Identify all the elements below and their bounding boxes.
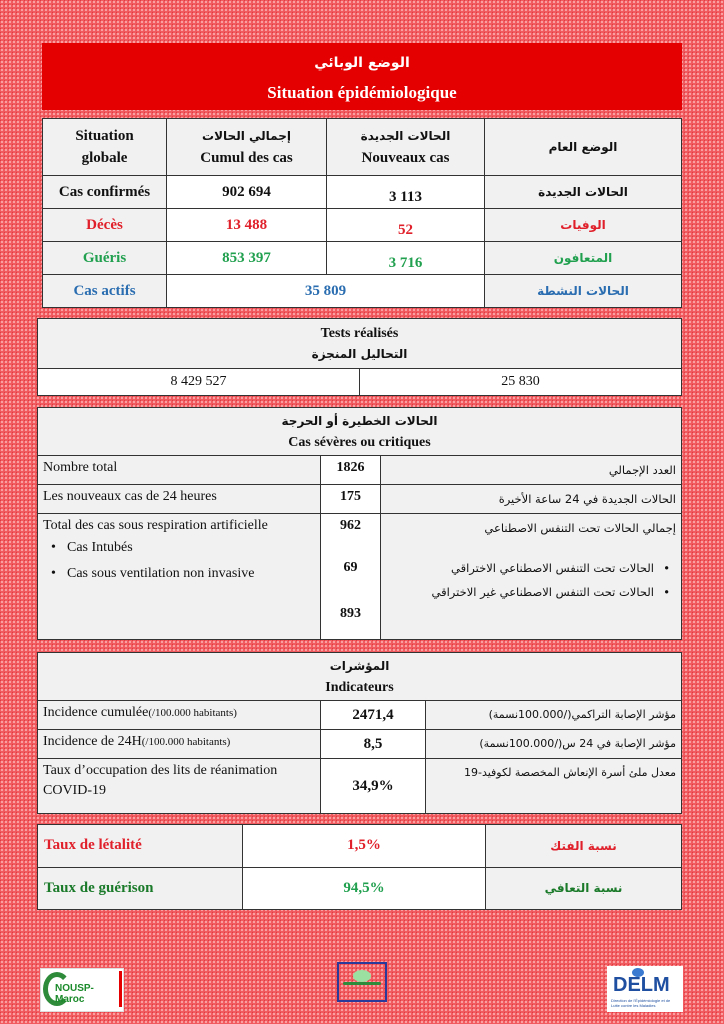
table-row: Nombre total 1826 العدد الإجمالي xyxy=(38,456,682,485)
table-row-respiration: Total des cas sous respiration artificielle • Cas Intubés • Cas sous ventilation non invasive 962 69 893 إجمالي الحالات تحت التنفس الاصطناعي • الحالات تحت التنفس الاصطناعي الاختراقي • الحالات تحت التنفس الاصطناعي غير الاختراقي xyxy=(38,514,682,640)
ministry-logo xyxy=(337,962,387,1002)
title-banner xyxy=(42,43,682,110)
row-label-ar: الوفيات xyxy=(485,209,682,242)
header-nouveaux: الحالات الجديدة Nouveaux cas xyxy=(327,119,485,176)
table-row-letalite: Taux de létalité 1,5% نسبة الفتك xyxy=(38,825,682,868)
new-value: 3 113 xyxy=(327,176,485,209)
table-row: Incidence cumulée(/100.000 habitants) 2471,4 مؤشر الإصابة التراكمي(/100.000نسمة) xyxy=(38,701,682,730)
tests-table xyxy=(37,318,682,396)
table-header-row xyxy=(43,119,682,176)
table-row-deces xyxy=(43,209,682,242)
cumul-value: 853 397 xyxy=(167,242,327,275)
list-item: • الحالات تحت التنفس الاصطناعي الاختراقي xyxy=(386,558,676,578)
table-row-actifs xyxy=(43,275,682,308)
header-cumul: إجمالي الحالات Cumul des cas xyxy=(167,119,327,176)
list-item: • الحالات تحت التنفس الاصطناعي غير الاختراقي xyxy=(386,582,676,602)
delm-logo: DELM Direction de l'Épidémiologie et de Lutte contre les Maladies xyxy=(607,966,683,1012)
tests-header: Tests réalisés التحاليل المنجزة xyxy=(38,319,682,369)
list-item: • Cas sous ventilation non invasive xyxy=(43,564,315,584)
table-row: Taux d’occupation des lits de réanimation COVID-19 34,9% معدل ملئ أسرة الإنعاش المخصصة لكوفيد-19 xyxy=(38,759,682,814)
row-label-ar: الحالات النشطة xyxy=(485,275,682,308)
indicators-header: المؤشرات Indicateurs xyxy=(38,653,682,701)
row-label-fr: Cas actifs xyxy=(43,275,167,308)
nousp-logo: NOUSP-Maroc xyxy=(40,968,124,1012)
new-value: 3 716 xyxy=(327,242,485,275)
new-value: 52 xyxy=(327,209,485,242)
table-row: Les nouveaux cas de 24 heures 175 الحالات الجديدة في 24 ساعة الأخيرة xyxy=(38,485,682,514)
table-row-gueris xyxy=(43,242,682,275)
cumul-value: 13 488 xyxy=(167,209,327,242)
table-row-confirmes xyxy=(43,176,682,209)
situation-table xyxy=(42,118,682,307)
rates-table xyxy=(37,824,682,910)
title-french: Situation épidémiologique xyxy=(267,83,457,102)
title-arabic: الوضع الوبائي xyxy=(314,55,410,71)
tests-total-value: 8 429 527 xyxy=(38,369,360,396)
row-label-fr: Cas confirmés xyxy=(43,176,167,209)
active-total-value: 35 809 xyxy=(167,275,485,308)
row-label-fr: Décès xyxy=(43,209,167,242)
row-label-ar: الحالات الجديدة xyxy=(485,176,682,209)
row-label-fr: Guéris xyxy=(43,242,167,275)
indicators-table xyxy=(37,652,682,814)
table-row-guerison: Taux de guérison 94,5% نسبة التعافي xyxy=(38,867,682,910)
tests-new-value: 25 830 xyxy=(360,369,682,396)
header-situation-globale: Situation globale xyxy=(43,119,167,176)
header-general-ar: الوضع العام xyxy=(485,119,682,176)
cumul-value: 902 694 xyxy=(167,176,327,209)
severe-header: الحالات الخطيرة أو الحرجة Cas sévères ou critiques xyxy=(38,408,682,456)
globe-icon xyxy=(353,970,371,982)
severe-cases-table xyxy=(37,407,682,640)
list-item: • Cas Intubés xyxy=(43,538,315,558)
table-row: Incidence de 24H(/100.000 habitants) 8,5 مؤشر الإصابة في 24 س(/100.000نسمة) xyxy=(38,730,682,759)
row-label-ar: المتعافون xyxy=(485,242,682,275)
